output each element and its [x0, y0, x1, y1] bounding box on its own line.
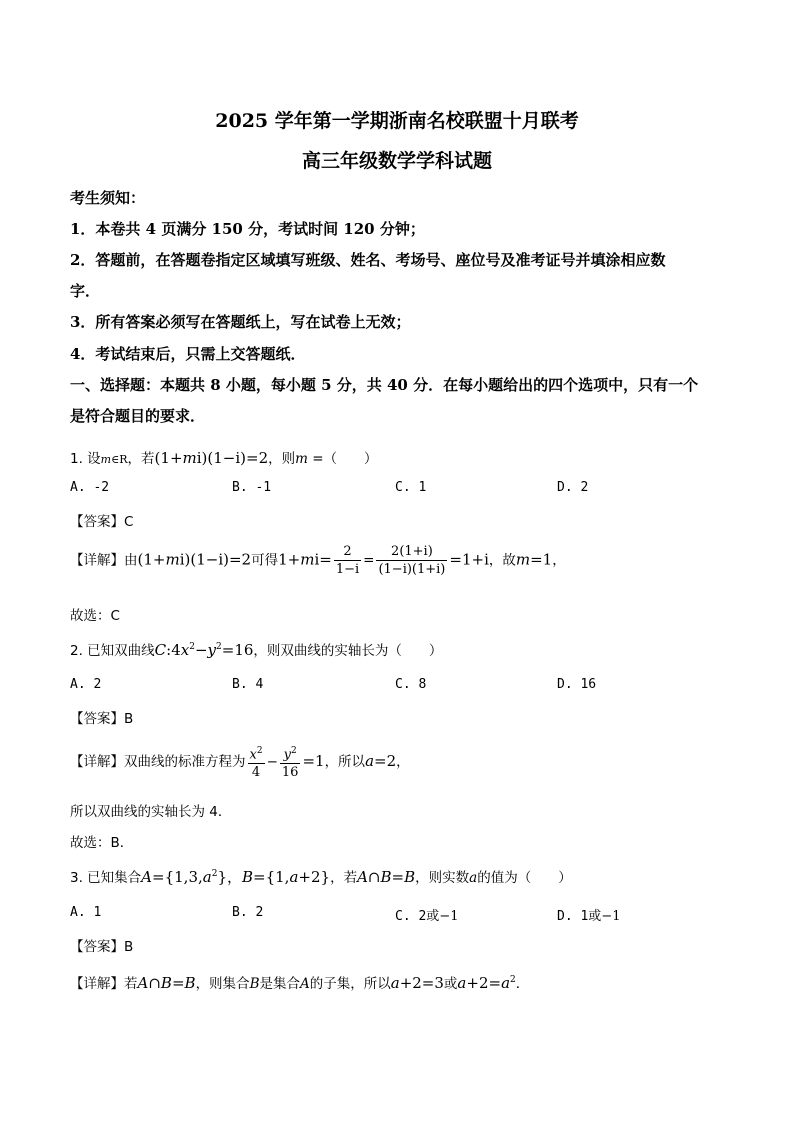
notice-item-4: 4．考试结束后，只需上交答题纸．: [70, 345, 306, 363]
question-2-option-b: B. 4: [232, 677, 264, 692]
question-1-option-c: C. 1: [395, 480, 427, 495]
question-2-conclusion: 故选：B．: [70, 835, 134, 851]
question-2-answer: 【答案】B: [70, 711, 134, 727]
question-2-option-d: D. 16: [557, 677, 597, 692]
question-1-option-d: D. 2: [557, 480, 589, 495]
question-3-answer: 【答案】B: [70, 939, 134, 955]
question-1-detail: 【详解】由(1+mi)(1−i)=2可得1+mi= $\frac{2}{1-i}$ = $\frac{2(1+i)}{(1-i)(1+i)}$ =1+i，故m=1，: [70, 544, 566, 577]
question-1-answer: 【答案】C: [70, 514, 134, 530]
notice-item-2: 2．答题前，在答题卷指定区域填写班级、姓名、考场号、座位号及准考证号并填涂相应数: [70, 251, 666, 269]
question-1-option-a: A. -2: [70, 480, 110, 495]
question-1-option-b: B. -1: [232, 480, 272, 495]
notice-item-3: 3．所有答案必须写在答题纸上，写在试卷上无效；: [70, 313, 411, 331]
question-2-option-a: A. 2: [70, 677, 102, 692]
question-3-option-d: D. 1或−1: [557, 909, 621, 924]
notice-heading: 考生须知：: [70, 189, 146, 207]
question-3-option-b: B. 2: [232, 905, 264, 920]
section-heading-cont: 是符合题目的要求．: [70, 407, 206, 425]
question-1-stem: 1. 设m∈R，若(1+mi)(1−i)=2，则m =（ ）: [70, 449, 378, 467]
question-3-stem: 3. 已知集合$A=\{1,3,a^2\}$，B={1,a+2}，若A∩B=B，则实数a的值为（ ）: [70, 868, 572, 886]
exam-title: 2025 学年第一学期浙南名校联盟十月联考: [215, 110, 579, 132]
notice-item-1: 1．本卷共 4 页满分 150 分，考试时间 120 分钟；: [70, 220, 425, 238]
question-2-detail-line2: 所以双曲线的实轴长为 4．: [70, 804, 232, 820]
question-2-detail: 【详解】双曲线的标准方程为 $\frac{x^2}{4}$ − $\frac{y^2}{16}$ =1，所以a=2，: [70, 743, 410, 781]
question-3-detail: 【详解】若A∩B=B，则集合B是集合A的子集，所以a+2=3或$a+2=a^2$．: [70, 974, 530, 992]
section-heading: 一、选择题：本题共 8 小题，每小题 5 分，共 40 分．在每小题给出的四个选项中，只有一个: [70, 376, 699, 394]
question-2-option-c: C. 8: [395, 677, 427, 692]
exam-subtitle: 高三年级数学学科试题: [301, 150, 492, 172]
notice-item-2-cont: 字．: [70, 282, 101, 300]
question-3-option-a: A. 1: [70, 905, 102, 920]
question-3-option-c: C. 2或−1: [395, 909, 459, 924]
question-2-stem: 2. 已知双曲线$C:4x^2-y^2=16$，则双曲线的实轴长为（ ）: [70, 641, 443, 659]
question-1-conclusion: 故选：C: [70, 608, 120, 624]
